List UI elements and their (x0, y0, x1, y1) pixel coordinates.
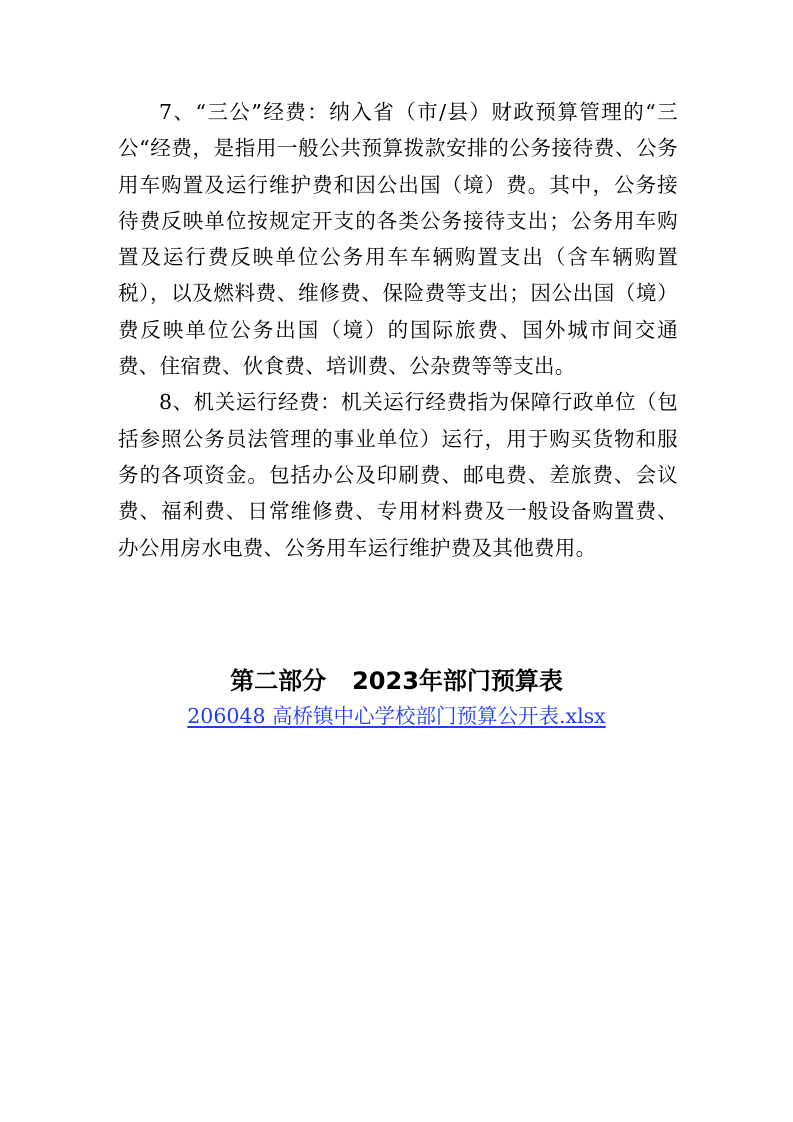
attachment-link[interactable]: 206048 高桥镇中心学校部门预算公开表.xlsx (187, 704, 606, 728)
section-title-part: 第二部分 (230, 667, 327, 695)
section-title-name: 2023年部门预算表 (352, 667, 563, 695)
body-text (118, 94, 678, 566)
paragraph-operating-expenses: 8、机关运行经费：机关运行经费指为保障行政单位（包括参照公务员法管理的事业单位）运行，用于购买货物和服务的各项资金。包括办公及印刷费、邮电费、差旅费、会议费、福利费、日常维修费、专用材料费及一般设备购置费、办公用房水电费、公务用车运行维护费及其他费用。 (118, 390, 678, 560)
paragraph-three-public-expenses: 7、“三公”经费：纳入省（市/县）财政预算管理的“三公“经费，是指用一般公共预算拨款安排的公务接待费、公务用车购置及运行维护费和因公出国（境）费。其中，公务接待费反映单位按规定开支的各类公务接待支出；公务用车购置及运行费反映单位公务用车车辆购置支出（含车辆购置税），以及燃料费、维修费、保险费等支出；因公出国（境）费反映单位公务出国（境）的国际旅费、国外城市间交通费、住宿费、伙食费、培训费、公杂费等等支出。 (118, 100, 678, 379)
section-title (0, 663, 793, 699)
